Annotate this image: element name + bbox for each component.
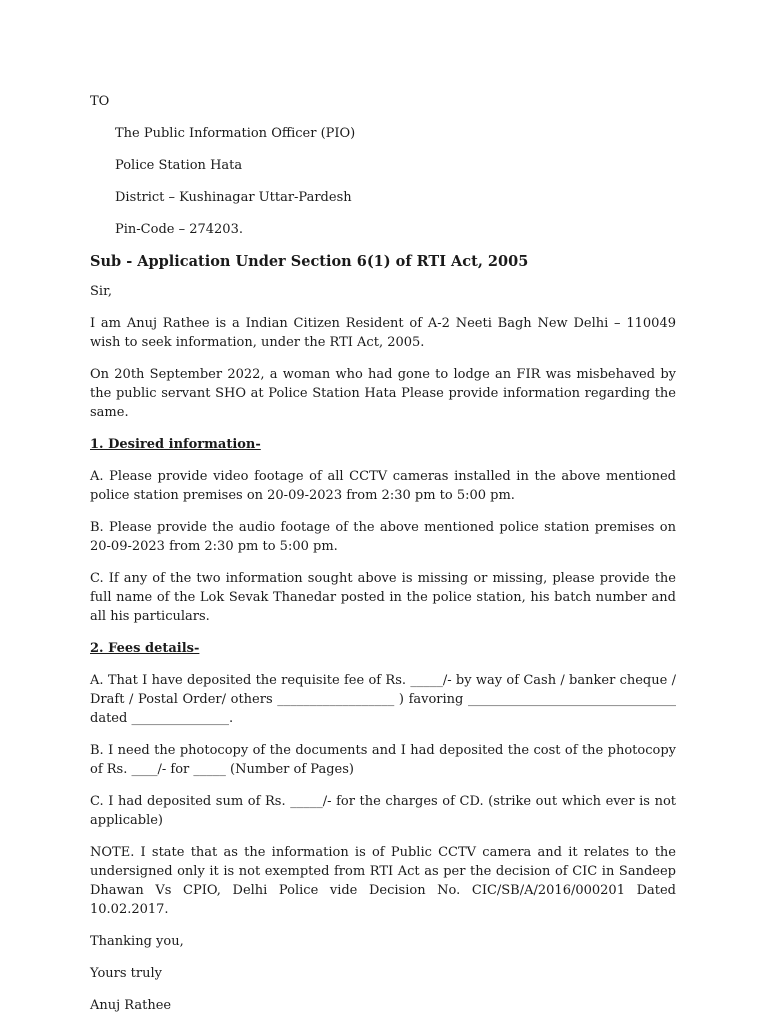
desired-info-item-b: B. Please provide the audio footage of the above mentioned police station premises on 20-09-2023 from 2:30 pm to 5:00 pm. xyxy=(90,520,676,554)
address-line-station: Police Station Hata xyxy=(115,158,243,173)
intro-paragraph: I am Anuj Rathee is a Indian Citizen Resident of A-2 Neeti Bagh New Delhi – 110049 wish to seek information, under the RTI Act, 2005. xyxy=(90,316,676,350)
closing-thanks: Thanking you, xyxy=(90,934,184,949)
closing-yours-truly: Yours truly xyxy=(90,966,162,981)
salutation: Sir, xyxy=(90,284,112,299)
subject-line: Sub - Application Under Section 6(1) of RTI Act, 2005 xyxy=(90,253,529,270)
signature-name: Anuj Rathee xyxy=(90,998,172,1013)
fees-item-b: B. I need the photocopy of the documents and I had deposited the cost of the photocopy of Rs. ____/- for _____ (Number of Pages) xyxy=(90,743,676,777)
address-line-pio: The Public Information Officer (PIO) xyxy=(115,126,356,141)
rti-letter-document xyxy=(90,92,676,1028)
desired-info-item-a: A. Please provide video footage of all CCTV cameras installed in the above mentioned police station premises on 20-09-2023 from 2:30 pm to 5:00 pm. xyxy=(90,469,676,503)
fees-details-heading: 2. Fees details- xyxy=(90,641,200,656)
fees-item-a: A. That I have deposited the requisite fee of Rs. _____/- by way of Cash / banker cheque / Draft / Postal Order/ others __________________ ) favoring ________________________________ dated _______________. xyxy=(90,673,676,726)
fees-item-c: C. I had deposited sum of Rs. _____/- for the charges of CD. (strike out which ever is not applicable) xyxy=(90,794,676,828)
address-line-district: District – Kushinagar Uttar-Pardesh xyxy=(115,190,352,205)
to-line: TO xyxy=(90,94,110,109)
address-line-pincode: Pin-Code – 274203. xyxy=(115,222,243,237)
desired-info-item-c: C. If any of the two information sought above is missing or missing, please provide the full name of the Lok Sevak Thanedar posted in the police station, his batch number and all his particulars. xyxy=(90,571,676,624)
desired-information-heading: 1. Desired information- xyxy=(90,437,261,452)
incident-paragraph: On 20th September 2022, a woman who had gone to lodge an FIR was misbehaved by the public servant SHO at Police Station Hata Please provide information regarding the same. xyxy=(90,367,676,420)
note-paragraph: NOTE. I state that as the information is of Public CCTV camera and it relates to the undersigned only it is not exempted from RTI Act as per the decision of CIC in Sandeep Dhawan Vs CPIO, Delhi Police vide Decision No. CIC/SB/A/2016/000201 Dated 10.02.2017. xyxy=(90,845,676,917)
